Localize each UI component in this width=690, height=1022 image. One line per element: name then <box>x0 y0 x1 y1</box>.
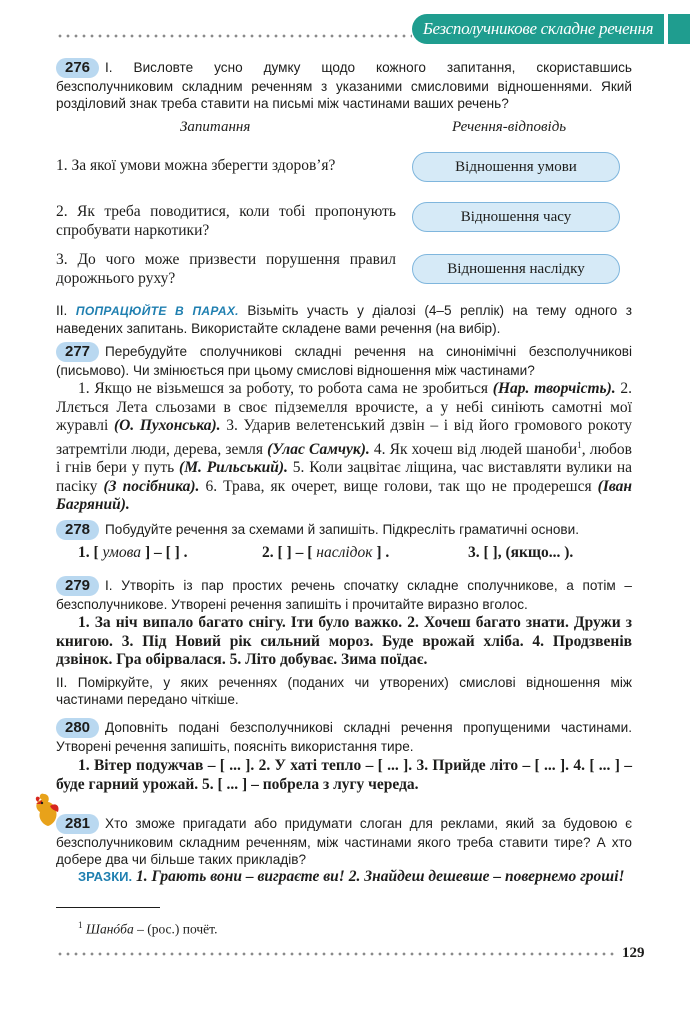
exercise-279-part2: ІІ. Поміркуйте, у яких реченнях (поданих чи утворених) смислові відношення між частинами передано чіткіше. <box>56 675 632 707</box>
cloud-consequence: Відношення наслідку <box>412 254 620 284</box>
exercise-276-text: 276 І. Висловте усно думку щодо кожного запитання, скориставшись безсполучниковим складним реченням з указаними смисловими відношеннями. Який розділовий знак треба ставити на письмі між частинами ваших речень? <box>56 59 632 111</box>
pair-work-label: ПОПРАЦЮЙТЕ В ПАРАХ. <box>75 304 239 318</box>
exercise-281-text: 281 Хто зможе пригадати або придумати слоган для реклами, який за будовою є безсполучниковим складним реченням, між частинами якого треба ставити тире? А хто добере два чи більше таких прикладів? <box>56 815 632 867</box>
exercise-279-text: 279 І. Утворіть із пар простих речень спочатку складне сполучникове, а потім – безсполучникове. Утворені речення запишіть і прочитайте виразно вголос. <box>56 577 632 612</box>
column-heading-answers: Речення-відповідь <box>452 119 567 135</box>
scheme-1: 1. [ умова ] – [ ] . <box>78 544 188 561</box>
footnote: $^1$ Шанóба – (рос.) почёт. <box>78 920 218 937</box>
exercise-278-text: 278 Побудуйте речення за схемами й запишіть. Підкресліть граматичні основи. <box>56 520 632 540</box>
cloud-time: Відношення часу <box>412 202 620 232</box>
exercise-number: 278 <box>56 520 99 540</box>
exercise-number: 277 <box>56 342 99 362</box>
scheme-2: 2. [ ] – [ наслідок ] . <box>262 544 390 561</box>
question-3: 3. До чого може призвести порушення правил дорожнього руху? <box>56 251 396 287</box>
exercise-277-sentences: 1. Якщо не візьмешся за роботу, то робота сама не зробиться (Нар. творчість). 2. Ллється Лета сльозами в своє підземелля врочисте, а у небі синіють самотні мої журавлі (О. Пухонська). 3. Ударив велетенський дзвін – і від його громового рокоту затремтіли люди, дерева, земля (Улас Самчук). 4. Як хочеш від людей шаноби$^1$, любов і гнів бери у путь (М. Рильський). 5. Коли зацвітає ліщина, час виставляти вулики на пасіку (З посібника). 6. Трава, як очерет, вище голови, так що не продерешся (Іван Багряний). <box>56 380 633 514</box>
question-2: 2. Як треба поводитися, коли тобі пропонують спробувати наркотики? <box>56 203 396 239</box>
exercise-276-part2: ІІ. ПОПРАЦЮЙТЕ В ПАРАХ. Візьміть участь у діалозі (4–5 реплік) на тему одного з наведених запитань. Використайте складене вами речення (на вибір). <box>56 303 633 336</box>
exercise-number: 281 <box>56 814 99 834</box>
exercise-number: 279 <box>56 576 99 596</box>
column-heading-questions: Запитання <box>180 119 251 135</box>
section-title: Безсполучникове складне речення <box>412 14 664 44</box>
scheme-3: 3. [ ], (якщо... ). <box>468 544 574 561</box>
page-number: 129 <box>622 945 645 961</box>
top-dotted-rule <box>56 34 412 38</box>
exercise-280-sentences: 1. Вітер подужчав – [ ... ]. 2. У хаті тепло – [ ... ]. 3. Прийде літо – [ ... ]. 4. [ ... ] – буде гарний урожай. 5. [ ... ] – побрела з лугу череда. <box>56 757 632 793</box>
footnote-separator <box>56 907 160 908</box>
header-edge-strip <box>668 14 690 44</box>
question-1: 1. За якої умови можна зберегти здоров’я? <box>56 157 336 174</box>
cloud-condition: Відношення умови <box>412 152 620 182</box>
exercise-277-text: 277 Перебудуйте сполучникові складні речення на синонімічні безсполучникові (письмово). Чи змінюється при цьому смислові відношення між частинами? <box>56 343 632 378</box>
samples-label: ЗРАЗКИ. <box>78 869 133 884</box>
exercise-number: 276 <box>56 58 99 78</box>
exercise-280-text: 280 Доповніть подані безсполучникові складні речення пропущеними частинами. Утворені речення запишіть, поясніть використання тире. <box>56 719 632 754</box>
footnote-marker: 1 <box>577 439 582 450</box>
exercise-279-sentences: 1. За ніч випало багато снігу. Іти було важко. 2. Хочеш багато знати. Дружи з книгою. 3. Під Новий рік сильний мороз. Буде врожай хліба. 4. Продзвенів дзвінок. Гра обірвалася. 5. Літо добуває. Зима поїдає. <box>56 614 632 668</box>
bottom-dotted-rule <box>56 952 616 956</box>
exercise-281-samples: ЗРАЗКИ. 1. Грають вони – виграєте ви! 2. Знайдеш дешевше – повернемо гроші! <box>78 868 625 885</box>
exercise-number: 280 <box>56 718 99 738</box>
